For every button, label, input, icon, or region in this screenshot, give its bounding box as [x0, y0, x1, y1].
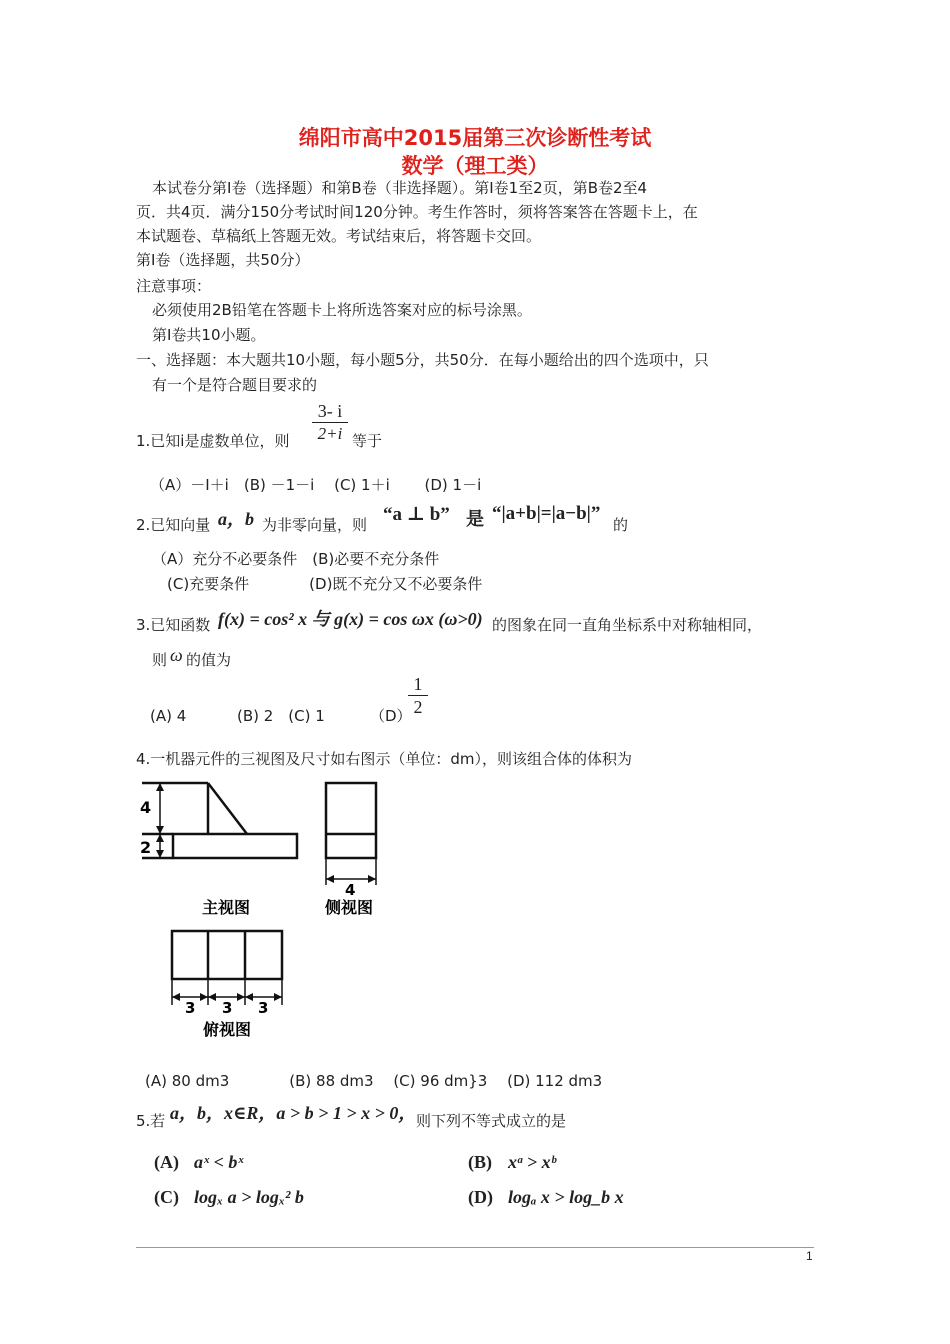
q3-option-d-denominator: 2	[413, 697, 423, 717]
q5-option-d-label: (D)	[468, 1187, 493, 1207]
q5-option-c: logₓ a > logₓ² b	[194, 1187, 304, 1207]
q2-options-line-1: （A）充分不必要条件 (B)必要不充分条件	[152, 550, 440, 568]
q5-suffix: 则下列不等式成立的是	[416, 1112, 567, 1130]
q1-options: （A）－Ⅰ＋i (B) －1－i (C) 1＋i (D) 1－i	[150, 476, 482, 494]
q3-option-d-label: （D）	[370, 707, 412, 725]
q3-line2-prefix: 则	[152, 651, 168, 669]
q2-vectors: a，b	[218, 509, 254, 529]
dim-label-3a: 3	[185, 999, 196, 1017]
q3-option-a: (A) 4	[150, 707, 187, 725]
question-count-text: 第Ⅰ卷共10小题。	[152, 326, 266, 344]
q2-options-line-2: (C)充要条件 (D)既不充分又不必要条件	[167, 575, 483, 593]
notice-label: 注意事项：	[136, 277, 212, 295]
q3-option-d-numerator: 1	[413, 674, 423, 694]
q5-option-b: xᵃ > xᵇ	[508, 1152, 556, 1172]
notice-text: 必须使用2B铅笔在答题卡上将所选答案对应的标号涂黑。	[152, 301, 532, 319]
q3-formula: f(x) = cos² x 与 g(x) = cos ωx (ω>0)	[218, 609, 483, 629]
section-instructions-line-1: 一、选择题：本大题共10小题，每小题5分，共50分．在每小题给出的四个选项中，只	[136, 351, 709, 369]
three-view-figure	[130, 775, 390, 1045]
intro-line-1: 本试卷分第Ⅰ卷（选择题）和第B卷（非选择题）。第Ⅰ卷1至2页，第B卷2至4	[152, 179, 648, 197]
part1-heading: 第Ⅰ卷（选择题，共50分）	[136, 251, 310, 269]
dim-label-side-4: 4	[345, 881, 356, 899]
q4-options: (A) 80 dm3 (B) 88 dm3 (C) 96 dm}3 (D) 112 dm3	[145, 1072, 603, 1090]
q5-option-a-label: (A)	[154, 1152, 179, 1172]
top-view-label: 俯视图	[203, 1020, 252, 1039]
dim-label-3b: 3	[222, 999, 233, 1017]
q5-option-c-label: (C)	[154, 1187, 179, 1207]
q1-fraction	[312, 400, 348, 445]
section-instructions-line-2: 有一个是符合题目要求的	[152, 376, 318, 394]
top-view-rect	[172, 931, 282, 979]
dim-label-4: 4	[140, 798, 152, 817]
q3-line2-suffix: 的值为	[186, 651, 232, 669]
q3-suffix: 的图象在同一直角坐标系中对称轴相同，	[492, 616, 763, 634]
front-view-base	[173, 834, 297, 858]
dim-label-2: 2	[140, 838, 152, 857]
side-view-rect	[326, 783, 376, 858]
q1-suffix: 等于	[352, 432, 383, 450]
front-view-label: 主视图	[202, 898, 251, 917]
q5-option-b-label: (B)	[468, 1152, 492, 1172]
q3-option-d-fraction	[408, 673, 428, 718]
q2-is: 是	[466, 509, 484, 530]
intro-line-3: 本试题卷、草稿纸上答题无效。考试结束后，将答题卡交回。	[136, 227, 542, 245]
q2-suffix: 的	[613, 516, 629, 534]
q2-prefix: 2.已知向量	[136, 516, 211, 534]
q3-option-b-c: (B) 2 (C) 1	[237, 707, 325, 725]
footer-divider	[136, 1247, 814, 1248]
q2-middle: 为非零向量，则	[262, 516, 368, 534]
intro-line-2: 页．共4页．满分150分考试时间120分钟。考生作答时，须将答案答在答题卡上，在	[136, 203, 698, 221]
page-number: 1	[806, 1249, 813, 1263]
q5-option-d: logₐ x > log_b x	[508, 1187, 624, 1207]
q2-condition-2: “|a+b|=|a−b|”	[492, 503, 601, 524]
q1-fraction-denominator: 2+i	[317, 424, 343, 443]
dim-label-3c: 3	[258, 999, 269, 1017]
q5-prefix: 5.若	[136, 1112, 166, 1130]
q5-condition: a，b，x∈R，a > b > 1 > x > 0，	[170, 1103, 417, 1123]
q3-prefix: 3.已知函数	[136, 616, 211, 634]
side-view-label: 侧视图	[325, 898, 374, 917]
q1-fraction-numerator: 3- i	[317, 401, 343, 421]
document-title: 绵阳市高中2015届第三次诊断性考试	[298, 126, 652, 150]
q4-text: 4.一机器元件的三视图及尺寸如右图示（单位：dm），则该组合体的体积为	[136, 750, 632, 768]
document-subtitle: 数学（理工类）	[401, 154, 549, 178]
q5-option-a: aˣ < bˣ	[194, 1152, 244, 1172]
q1-prefix: 1.已知i是虚数单位，则	[136, 432, 290, 450]
q3-omega: ω	[170, 645, 183, 665]
q2-condition-1: “a ⊥ b”	[383, 504, 450, 525]
